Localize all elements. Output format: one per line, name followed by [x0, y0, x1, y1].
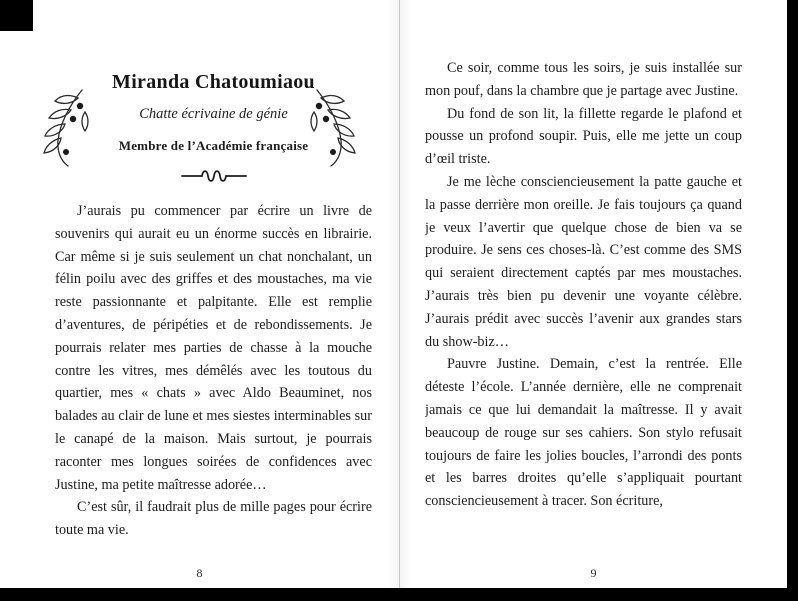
scan-edge-bottom [0, 588, 798, 601]
left-page-text [55, 200, 372, 542]
chapter-affiliation: Membre de l’Académie française [118, 138, 309, 153]
chapter-header [55, 70, 372, 188]
scan-corner-black [0, 0, 33, 31]
paragraph: Pauvre Justine. Demain, c’est la rentrée. Elle déteste l’école. L’année dernière, elle ne comprenait jamais ce que lui demandait la maîtresse. Il y avait beaucoup de rouge sur ses cahiers. Son stylo refusait toujours de faire les jolies boucles, l’arrondi des ponts et les barres droites qu’elle s’appliquait pourtant consciencieusement à tracer. Son écriture, [425, 356, 742, 510]
scan-edge-right [787, 0, 798, 601]
paragraph: Ce soir, comme tous les soirs, je suis installée sur mon pouf, dans la chambre que je partage avec Justine. [425, 60, 742, 99]
paragraph: J’aurais pu commencer par écrire un livre de souvenirs qui aurait eu un énorme succès en librairie. Car même si je suis seulement un chat nonchalant, un félin poilu avec des griffes et des moustaches, ma vie reste passionnante et palpitante. Elle est remplie d’aventures, de péripéties et de rebondissements. Je pourrais relater mes parties de chasse à la mouche contre les vitres, mes démêlés avec les toutous du quartier, mes « chats » avec Aldo Beauminet, nos balades au clair de lune et mes siestes interminables sur le canapé de la maison. Mais surtout, je pourrais raconter mes longues soirées de confidences avec Justine, ma petite maîtresse adorée… [55, 203, 372, 493]
chapter-title: Miranda Chatoumiaou [112, 71, 315, 93]
right-page [400, 0, 798, 588]
paragraph: Du fond de son lit, la fillette regarde le plafond et pousse un profond soupir. Puis, elle me jette un coup d’œil triste. [425, 105, 742, 168]
chapter-subtitle: Chatte écrivaine de génie [139, 106, 288, 122]
page-number: 9 [590, 566, 597, 580]
calligraphic-scroll-divider-icon [55, 166, 372, 188]
right-page-text [425, 57, 742, 513]
paragraph: Je me lèche consciencieusement la patte gauche et la passe derrière mon oreille. Je fais toujours ça quand je veux l’avertir que quelque chose de bien va se produire. Je sens ces choses-là. C’est comme des SMS qui seraient directement captés par mes moustaches. J’aurais très bien pu devenir une voyante célèbre. J’aurais prédit avec succès l’avenir aux grandes stars du show-biz… [425, 173, 742, 350]
page-number: 8 [196, 566, 203, 580]
paragraph: C’est sûr, il faudrait plus de mille pages pour écrire toute ma vie. [55, 499, 372, 539]
left-page [0, 0, 399, 588]
